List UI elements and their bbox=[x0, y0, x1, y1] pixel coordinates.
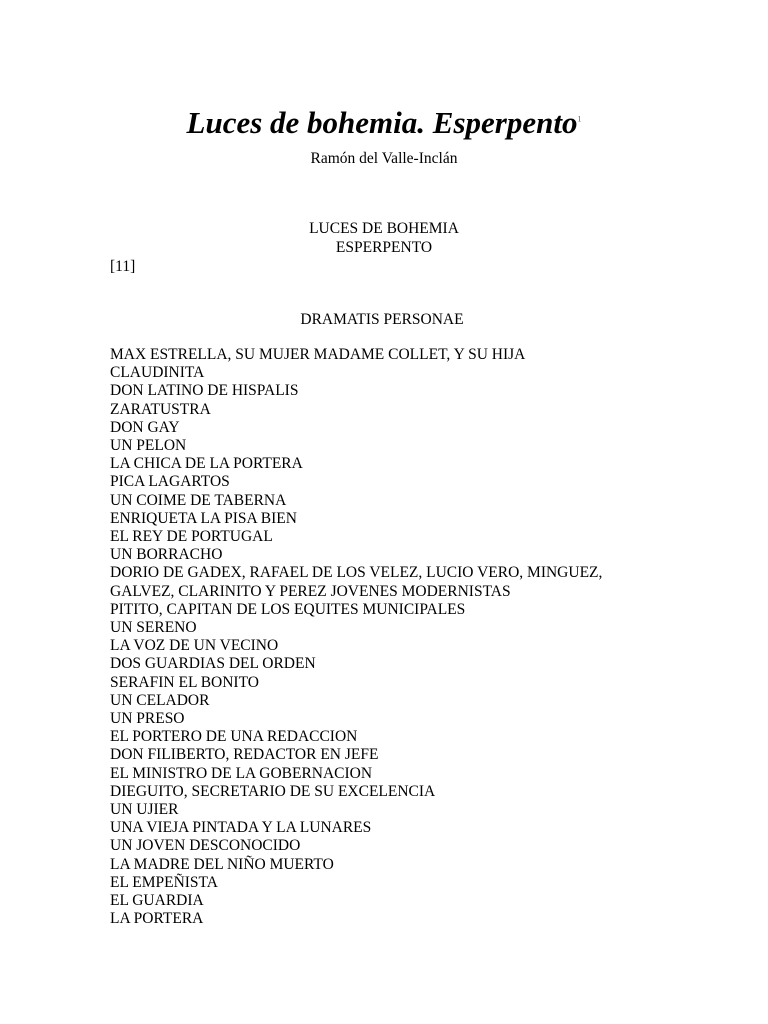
cast-list-item: ZARATUSTRA bbox=[110, 400, 211, 418]
cast-list-item: DORIO DE GADEX, RAFAEL DE LOS VELEZ, LUCIO VERO, MINGUEZ, bbox=[110, 564, 603, 582]
cast-list-item: DON GAY bbox=[110, 418, 180, 436]
document-title bbox=[0, 103, 768, 143]
cast-list-item: SERAFIN EL BONITO bbox=[110, 673, 259, 691]
footnote-link[interactable]: 1 bbox=[577, 114, 582, 124]
cast-list-item: MAX ESTRELLA, SU MUJER MADAME COLLET, Y SU HIJA bbox=[110, 346, 526, 363]
play-heading-line-2: ESPERPENTO bbox=[335, 238, 433, 256]
cast-list-item: LA VOZ DE UN VECINO bbox=[110, 637, 279, 655]
cast-list-item: EL EMPEÑISTA bbox=[110, 873, 218, 891]
cast-list-item: EL GUARDIA bbox=[110, 892, 204, 910]
cast-list-item: LA CHICA DE LA PORTERA bbox=[110, 455, 303, 473]
cast-list-item: DOS GUARDIAS DEL ORDEN bbox=[110, 655, 316, 673]
cast-list-item: UN PRESO bbox=[110, 710, 185, 728]
cast-list-item: ENRIQUETA LA PISA BIEN bbox=[110, 509, 297, 527]
cast-list-item: DIEGUITO, SECRETARIO DE SU EXCELENCIA bbox=[110, 782, 436, 800]
cast-list-item: UN COIME DE TABERNA bbox=[110, 491, 287, 509]
cast-list-item: UNA VIEJA PINTADA Y LA LUNARES bbox=[110, 819, 372, 837]
cast-list bbox=[110, 346, 670, 929]
cast-list-item: DON FILIBERTO, REDACTOR EN JEFE bbox=[110, 746, 379, 764]
cast-list-item: LA PORTERA bbox=[110, 910, 204, 928]
cast-list-item: GALVEZ, CLARINITO Y PEREZ JOVENES MODERNISTAS bbox=[110, 582, 511, 600]
cast-list-item: EL PORTERO DE UNA REDACCION bbox=[110, 728, 358, 746]
cast-list-item: PICA LAGARTOS bbox=[110, 473, 230, 491]
author-name: Ramón del Valle-Inclán bbox=[310, 150, 458, 167]
play-heading bbox=[0, 220, 768, 257]
cast-list-item: EL REY DE PORTUGAL bbox=[110, 528, 273, 546]
cast-list-item: UN BORRACHO bbox=[110, 546, 223, 564]
cast-list-item: UN JOVEN DESCONOCIDO bbox=[110, 837, 301, 855]
page-number-marker: [11] bbox=[110, 258, 136, 275]
cast-list-item: UN PELON bbox=[110, 437, 187, 455]
title-text: Luces de bohemia. Esperpento bbox=[186, 105, 578, 140]
cast-list-item: EL MINISTRO DE LA GOBERNACION bbox=[110, 764, 373, 782]
cast-list-item: UN SERENO bbox=[110, 619, 197, 637]
cast-list-item: LA MADRE DEL NIÑO MUERTO bbox=[110, 855, 334, 873]
cast-list-item: UN UJIER bbox=[110, 801, 179, 819]
play-heading-line-1: LUCES DE BOHEMIA bbox=[309, 220, 459, 237]
cast-list-item: PITITO, CAPITAN DE LOS EQUITES MUNICIPALES bbox=[110, 600, 466, 618]
cast-list-item: UN CELADOR bbox=[110, 691, 210, 709]
cast-list-item: DON LATINO DE HISPALIS bbox=[110, 382, 299, 400]
dramatis-personae-heading: DRAMATIS PERSONAE bbox=[300, 311, 464, 328]
cast-list-item: CLAUDINITA bbox=[110, 364, 205, 382]
